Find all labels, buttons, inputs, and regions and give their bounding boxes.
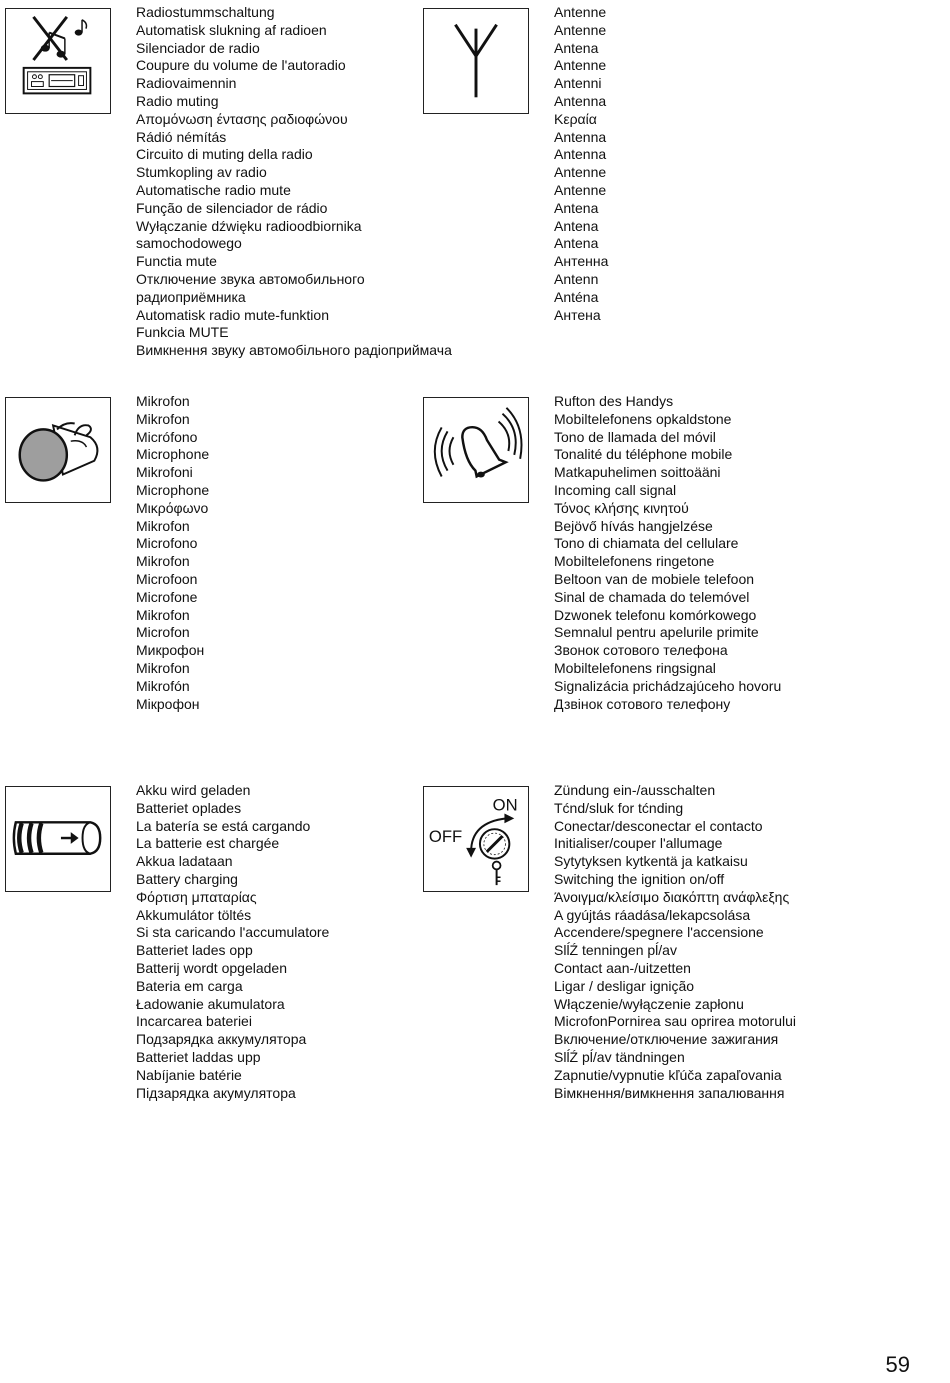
- radio-mute-icon: [6, 9, 110, 113]
- list-item: Função de silenciador de rádio: [136, 199, 328, 216]
- list-item: Τόνος κλήσης κινητού: [554, 499, 689, 516]
- ringing-bell-symbol-box: [423, 397, 529, 503]
- list-item: La batería se está cargando: [136, 817, 311, 834]
- list-item: Tćnd/sluk for tćnding: [554, 799, 684, 816]
- list-item: Tonalité du téléphone mobile: [554, 446, 733, 463]
- list-item: Вимкнення звуку автомобільного радіоприймача: [136, 342, 452, 359]
- list-item: Подзарядка аккумулятора: [136, 1031, 307, 1048]
- list-item: Mikrofon: [136, 659, 190, 676]
- list-item: A gyújtás ráadása/lekapcsolása: [554, 906, 751, 923]
- list-item: Απομόνωση έντασης ραδιοφώνου: [136, 110, 348, 127]
- list-item: Incarcarea bateriei: [136, 1013, 252, 1030]
- list-item: Мікрофон: [136, 695, 200, 712]
- list-item: Matkapuhelimen soittoääni: [554, 464, 721, 481]
- list-item: Batteriet oplades: [136, 799, 242, 816]
- list-item: Microfoon: [136, 570, 198, 587]
- list-item: Akkua ladataan: [136, 853, 233, 870]
- list-item: Batterij wordt opgeladen: [136, 959, 287, 976]
- list-item: Akku wird geladen: [136, 782, 251, 798]
- list-item: Дзвінок сотового телефону: [554, 695, 731, 712]
- list-item: Отключение звука автомобильного радиоприёмника: [136, 270, 365, 305]
- list-item: Mikrofon: [136, 393, 190, 409]
- list-item: Κεραία: [554, 110, 597, 127]
- list-item: Beltoon van de mobiele telefoon: [554, 570, 755, 587]
- list-item: Conectar/desconectar el contacto: [554, 817, 763, 834]
- radio-mute-translations: [136, 4, 452, 360]
- list-item: Microfone: [136, 588, 198, 605]
- list-item: Antenni: [554, 75, 602, 92]
- list-item: Mikrofon: [136, 606, 190, 623]
- ringing-bell-icon: [424, 398, 528, 502]
- ignition-symbol-box: [423, 786, 529, 892]
- list-item: Coupure du volume de l'autoradio: [136, 57, 346, 74]
- list-item: Άνοιγμα/κλείσιμο διακόπτη ανάφλεξης: [554, 888, 790, 905]
- list-item: Вімкнення/вимкнення запалювання: [554, 1084, 785, 1101]
- list-item: Włączenie/wyłączenie zapłonu: [554, 995, 744, 1012]
- list-item: Звонок сотового телефона: [554, 642, 728, 659]
- list-item: Battery charging: [136, 870, 238, 887]
- list-item: Μικρόφωνο: [136, 499, 209, 516]
- microphone-translations: [136, 393, 209, 713]
- list-item: Si sta caricando l'accumulatore: [136, 924, 330, 941]
- list-item: Functia mute: [136, 253, 217, 270]
- list-item: Antena: [554, 217, 599, 234]
- list-item: SlĺŹ pĺ/av tändningen: [554, 1048, 685, 1065]
- radio-mute-symbol-box: [5, 8, 111, 114]
- list-item: Batteriet lades opp: [136, 942, 253, 959]
- list-item: Radio muting: [136, 92, 219, 109]
- list-item: Mikrofón: [136, 677, 190, 694]
- list-item: Sinal de chamada do telemóvel: [554, 588, 750, 605]
- list-item: Антена: [554, 306, 601, 323]
- list-item: Antenne: [554, 57, 607, 74]
- page-number: 59: [885, 1352, 910, 1377]
- list-item: Semnalul pentru apelurile primite: [554, 624, 759, 641]
- ringing-bell-translations: [554, 393, 781, 713]
- list-item: Microphone: [136, 446, 210, 463]
- list-item: Radiovaimennin: [136, 75, 237, 92]
- list-item: Batteriet laddas upp: [136, 1048, 261, 1065]
- list-item: Nabíjanie batérie: [136, 1066, 242, 1083]
- list-item: Silenciador de radio: [136, 39, 260, 56]
- list-item: Antena: [554, 199, 599, 216]
- list-item: Microfono: [136, 535, 198, 552]
- list-item: Switching the ignition on/off: [554, 870, 725, 887]
- list-item: Microphone: [136, 481, 210, 498]
- microphone-symbol-box: [5, 397, 111, 503]
- list-item: Automatische radio mute: [136, 181, 291, 198]
- list-item: Микрофон: [136, 642, 205, 659]
- battery-translations: [136, 782, 329, 1102]
- list-item: Anténa: [554, 288, 599, 305]
- list-item: Antenne: [554, 21, 607, 38]
- list-item: Automatisk slukning af radioen: [136, 21, 327, 38]
- list-item: Antena: [554, 235, 599, 252]
- list-item: Sytytyksen kytkentä ja katkaisu: [554, 853, 748, 870]
- list-item: Zapnutie/vypnutie kľúča zapaľovania: [554, 1066, 782, 1083]
- antenna-icon: [424, 9, 528, 113]
- list-item: Signalizácia prichádzajúceho hovoru: [554, 677, 782, 694]
- list-item: Rádió némítás: [136, 128, 227, 145]
- ignition-translations: [554, 782, 796, 1102]
- list-item: Antenne: [554, 164, 607, 181]
- list-item: Ładowanie akumulatora: [136, 995, 285, 1012]
- list-item: Mikrofon: [136, 553, 190, 570]
- list-item: Mikrofoni: [136, 464, 193, 481]
- off-label: OFF: [428, 826, 463, 846]
- list-item: Zündung ein-/ausschalten: [554, 782, 716, 798]
- list-item: Antena: [554, 39, 599, 56]
- list-item: Radiostummschaltung: [136, 4, 275, 20]
- list-item: Включение/отключение зажигания: [554, 1031, 779, 1048]
- list-item: MicrofonPornirea sau oprirea motorului: [554, 1013, 796, 1030]
- list-item: Mikrofon: [136, 517, 190, 534]
- on-label: ON: [492, 795, 518, 815]
- list-item: Підзарядка акумулятора: [136, 1084, 296, 1101]
- list-item: Mobiltelefonens ringetone: [554, 553, 715, 570]
- list-item: Ligar / desligar ignição: [554, 977, 695, 994]
- list-item: Dzwonek telefonu komórkowego: [554, 606, 757, 623]
- battery-charging-icon: [6, 787, 110, 891]
- list-item: Φόρτιση μπαταρίας: [136, 888, 257, 905]
- list-item: Tono de llamada del móvil: [554, 428, 716, 445]
- list-item: Antenna: [554, 146, 607, 163]
- list-item: Stumkopling av radio: [136, 164, 267, 181]
- list-item: Bateria em carga: [136, 977, 243, 994]
- battery-symbol-box: [5, 786, 111, 892]
- list-item: Accendere/spegnere l'accensione: [554, 924, 764, 941]
- list-item: La batterie est chargée: [136, 835, 280, 852]
- list-item: Mobiltelefonens opkaldstone: [554, 410, 732, 427]
- list-item: Антенна: [554, 253, 609, 270]
- antenna-translations: [554, 4, 608, 324]
- list-item: Tono di chiamata del cellulare: [554, 535, 739, 552]
- list-item: Rufton des Handys: [554, 393, 674, 409]
- list-item: Automatisk radio mute-funktion: [136, 306, 329, 323]
- list-item: Funkcia MUTE: [136, 324, 229, 341]
- list-item: Bejövő hívás hangjelzése: [554, 517, 713, 534]
- list-item: Antenne: [554, 4, 607, 20]
- list-item: Circuito di muting della radio: [136, 146, 313, 163]
- list-item: SlĺŹ tenningen pĺ/av: [554, 942, 677, 959]
- list-item: Microfon: [136, 624, 190, 641]
- list-item: Akkumulátor töltés: [136, 906, 252, 923]
- list-item: Initialiser/couper l'allumage: [554, 835, 723, 852]
- list-item: Antenn: [554, 270, 599, 287]
- list-item: Antenne: [554, 181, 607, 198]
- list-item: Mobiltelefonens ringsignal: [554, 659, 716, 676]
- list-item: Wyłączanie dźwięku radioodbiornika samochodowego: [136, 217, 362, 252]
- microphone-icon: [6, 398, 110, 502]
- list-item: Micrófono: [136, 428, 198, 445]
- list-item: Antenna: [554, 128, 607, 145]
- list-item: Incoming call signal: [554, 481, 677, 498]
- antenna-symbol-box: [423, 8, 529, 114]
- list-item: Mikrofon: [136, 410, 190, 427]
- list-item: Antenna: [554, 92, 607, 109]
- list-item: Contact aan-/uitzetten: [554, 959, 691, 976]
- ignition-key-icon: [424, 787, 528, 891]
